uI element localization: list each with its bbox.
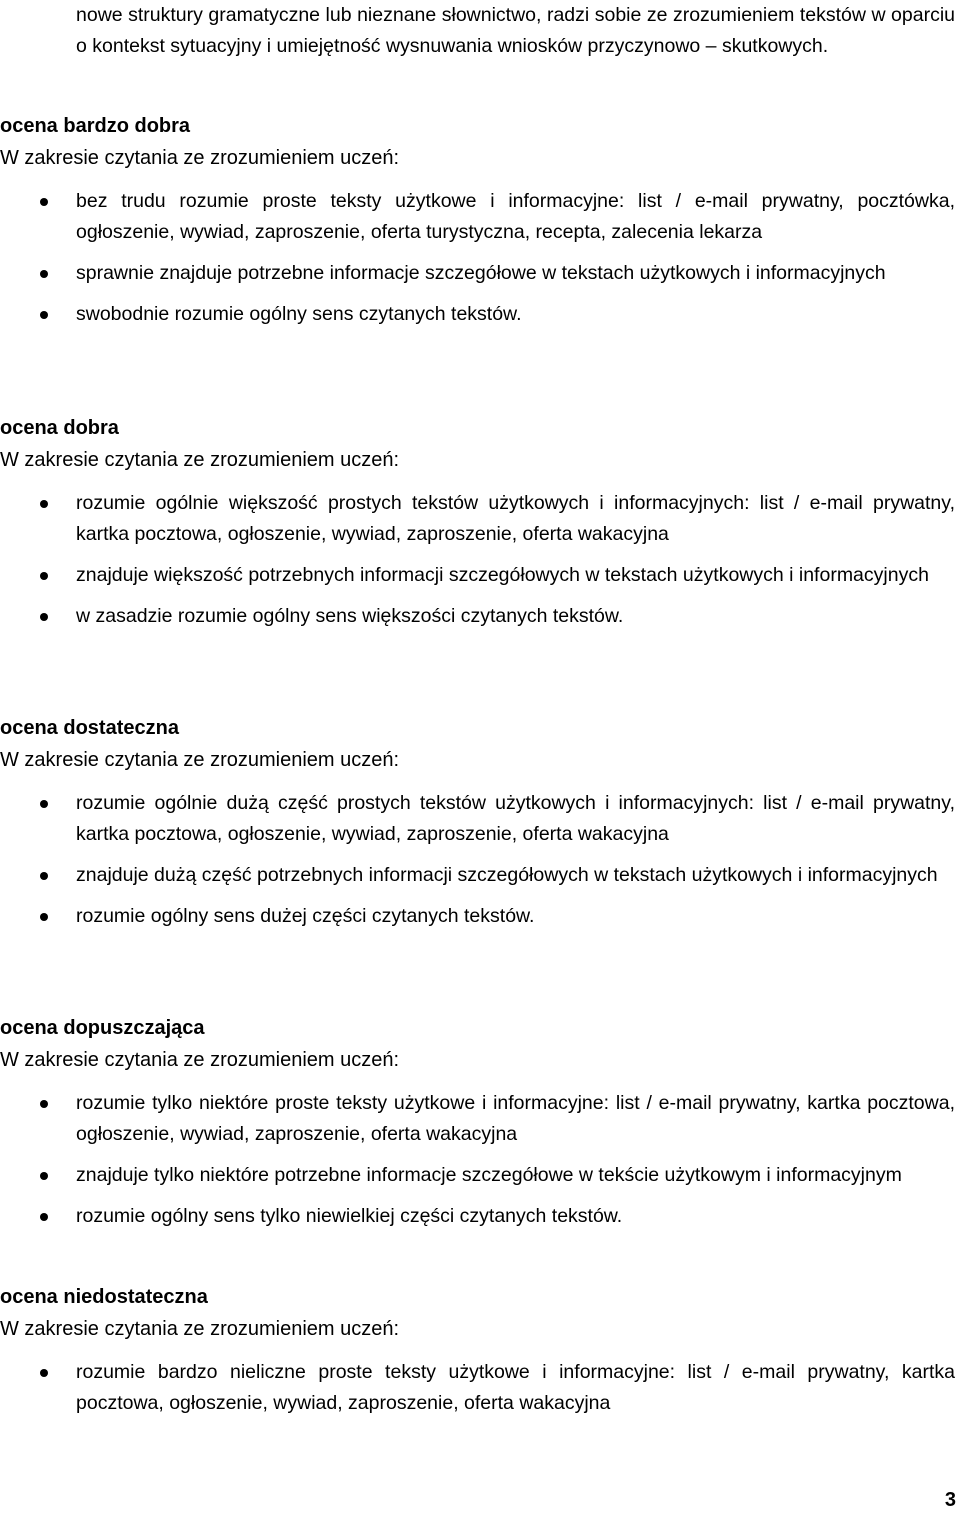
bullet-icon: [40, 1369, 48, 1377]
bullet-icon: [40, 198, 48, 206]
bullet-icon: [40, 1172, 48, 1180]
bullet-icon: [40, 311, 48, 319]
page-number: 3: [944, 1489, 956, 1511]
bullet-icon: [40, 500, 48, 508]
criteria-list: [0, 186, 960, 330]
section-dobra: [0, 412, 960, 642]
section-intro: W zakresie czytania ze zrozumieniem uczeń:: [0, 147, 400, 169]
bullet-icon: [40, 270, 48, 278]
section-niedostateczna: [0, 1281, 960, 1429]
section-heading: ocena dostateczna: [0, 717, 179, 739]
section-intro: W zakresie czytania ze zrozumieniem uczeń:: [0, 1049, 400, 1071]
section-heading: ocena bardzo dobra: [0, 115, 191, 137]
list-item: rozumie bardzo nieliczne proste teksty użytkowe i informacyjne: list / e-mail prywatny, kartka pocztowa, ogłoszenie, wywiad, zaproszenie, oferta wakacyjna: [0, 1357, 955, 1419]
criteria-list: [0, 788, 960, 932]
list-item: rozumie ogólny sens tylko niewielkiej części czytanych tekstów.: [0, 1201, 955, 1232]
list-item: znajduje tylko niektóre potrzebne informacje szczegółowe w tekście użytkowym i informacyjnym: [0, 1160, 955, 1191]
list-item: rozumie ogólnie większość prostych tekstów użytkowych i informacyjnych: list / e-mail prywatny, kartka pocztowa, ogłoszenie, wywiad, zaproszenie, oferta wakacyjna: [0, 488, 955, 550]
bullet-icon: [40, 800, 48, 808]
list-item: sprawnie znajduje potrzebne informacje szczegółowe w tekstach użytkowych i informacyjnych: [0, 258, 955, 289]
list-item: rozumie ogólnie dużą część prostych tekstów użytkowych i informacyjnych: list / e-mail prywatny, kartka pocztowa, ogłoszenie, wywiad, zaproszenie, oferta wakacyjna: [0, 788, 955, 850]
section-dostateczna: [0, 712, 960, 942]
list-item: swobodnie rozumie ogólny sens czytanych tekstów.: [0, 299, 955, 330]
criteria-list: [0, 1088, 960, 1232]
section-intro: W zakresie czytania ze zrozumieniem uczeń:: [0, 449, 400, 471]
section-heading: ocena dobra: [0, 417, 119, 439]
section-intro: W zakresie czytania ze zrozumieniem uczeń:: [0, 1318, 400, 1340]
bullet-icon: [40, 572, 48, 580]
section-heading: ocena dopuszczająca: [0, 1017, 205, 1039]
list-item: rozumie ogólny sens dużej części czytanych tekstów.: [0, 901, 955, 932]
criteria-list: [0, 1357, 960, 1419]
list-item: znajduje dużą część potrzebnych informacji szczegółowych w tekstach użytkowych i informacyjnych: [0, 860, 955, 891]
bullet-icon: [40, 1213, 48, 1221]
list-item: rozumie tylko niektóre proste teksty użytkowe i informacyjne: list / e-mail prywatny, kartka pocztowa, ogłoszenie, wywiad, zaproszenie, oferta wakacyjna: [0, 1088, 955, 1150]
continued-paragraph: nowe struktury gramatyczne lub nieznane słownictwo, radzi sobie ze zrozumieniem tekstów w oparciu o kontekst sytuacyjny i umiejętność wysnuwania wniosków przyczynowo – skutkowych.: [76, 4, 955, 57]
bullet-icon: [40, 1100, 48, 1108]
bullet-icon: [40, 913, 48, 921]
list-item: znajduje większość potrzebnych informacji szczegółowych w tekstach użytkowych i informacyjnych: [0, 560, 955, 591]
list-item: bez trudu rozumie proste teksty użytkowe i informacyjne: list / e-mail prywatny, pocztówka, ogłoszenie, wywiad, zaproszenie, oferta turystyczna, recepta, zalecenia lekarza: [0, 186, 955, 248]
section-bardzo-dobra: [0, 110, 960, 340]
bullet-icon: [40, 872, 48, 880]
list-item: w zasadzie rozumie ogólny sens większości czytanych tekstów.: [0, 601, 955, 632]
section-dopuszczajaca: [0, 1012, 960, 1242]
section-intro: W zakresie czytania ze zrozumieniem uczeń:: [0, 749, 400, 771]
bullet-icon: [40, 613, 48, 621]
criteria-list: [0, 488, 960, 632]
section-heading: ocena niedostateczna: [0, 1286, 208, 1308]
